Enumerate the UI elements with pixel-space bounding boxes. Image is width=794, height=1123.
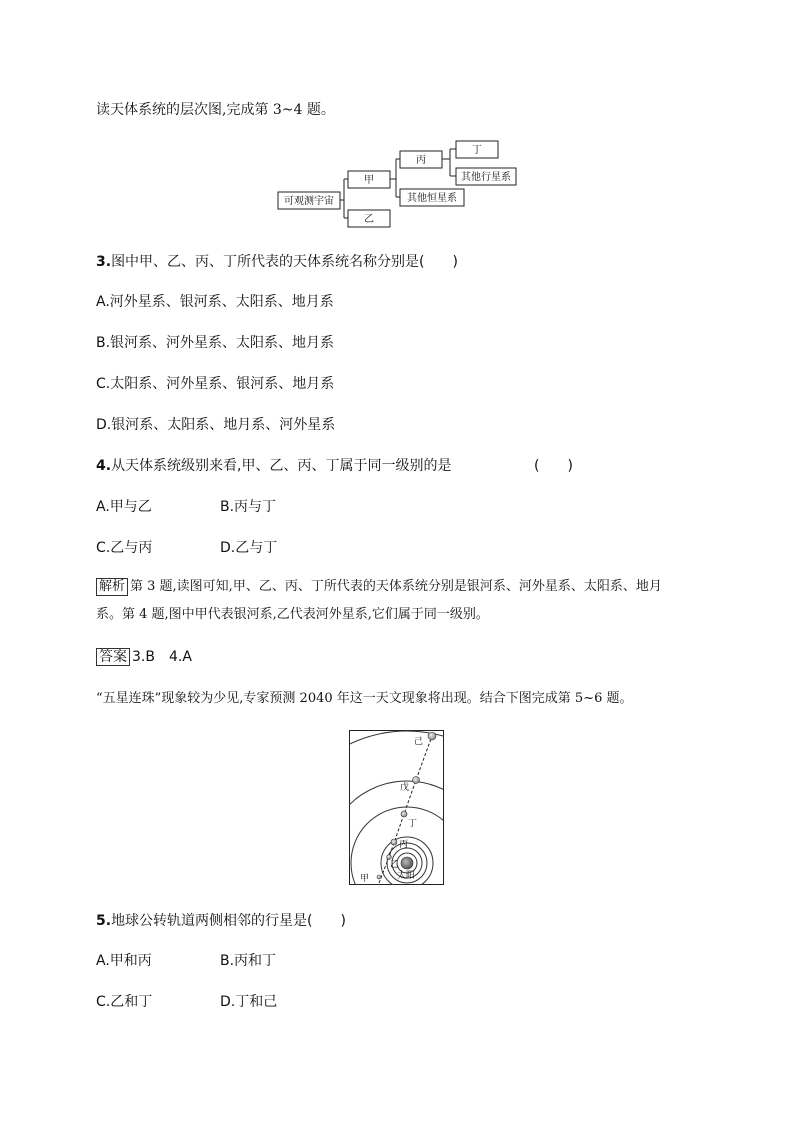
label-jia: 甲 (360, 874, 370, 884)
planet-yi (387, 855, 392, 860)
label-ding: 丁 (408, 819, 418, 829)
question-3-option-d: D.银河系、太阳系、地月系、河外星系 (96, 417, 336, 433)
label-ji: 己 (414, 737, 424, 747)
question-4-number: 4. (96, 458, 112, 474)
node-root-label: 可观测宇宙 (284, 196, 334, 207)
planet-ding (401, 811, 407, 817)
question-3 (96, 253, 458, 271)
question-5 (96, 912, 346, 930)
analysis-text-1: 第 3 题,读图可知,甲、乙、丙、丁所代表的天体系统分别是银河系、河外星系、太阳系、地月 (130, 579, 662, 594)
label-sun: 太阳 (397, 871, 416, 881)
label-wu: 戊 (400, 783, 410, 793)
analysis-tag: 解析 (96, 578, 128, 596)
node-yi-label: 乙 (364, 214, 374, 225)
planet-wu (413, 777, 420, 784)
question-5-text: 地球公转轨道两侧相邻的行星是( ) (111, 913, 346, 929)
node-other-planets-label: 其他行星系 (461, 172, 511, 183)
question-5-option-b: B.丙和丁 (220, 953, 277, 969)
question-5-option-d: D.丁和己 (220, 994, 278, 1010)
analysis-line-2: 系。第 4 题,图中甲代表银河系,乙代表河外星系,它们属于同一级别。 (96, 607, 489, 622)
question-5-number: 5. (96, 913, 112, 929)
intro-text-1: 读天体系统的层次图,完成第 3~4 题。 (96, 102, 335, 118)
node-bing-label: 丙 (416, 155, 426, 166)
analysis-line-1 (96, 578, 662, 596)
orbit-diagram (349, 730, 445, 886)
question-5-option-a: A.甲和丙 (96, 953, 152, 969)
question-3-option-a: A.河外星系、银河系、太阳系、地月系 (96, 294, 334, 310)
sun (401, 857, 413, 869)
question-4-paren: ( ) (534, 458, 573, 474)
question-3-number: 3. (96, 254, 112, 270)
question-4-option-b: B.丙与丁 (220, 499, 277, 515)
question-3-option-b: B.银河系、河外星系、太阳系、地月系 (96, 335, 335, 351)
intro-text-2: “五星连珠”现象较为少见,专家预测 2040 年这一天文现象将出现。结合下图完成第 5~6 题。 (96, 691, 633, 706)
question-3-option-c: C.太阳系、河外星系、银河系、地月系 (96, 376, 335, 392)
planet-bing (391, 839, 397, 845)
answer-line (96, 648, 192, 666)
answer-text: 3.B 4.A (132, 649, 192, 665)
hierarchy-diagram (270, 135, 530, 235)
label-yi: 乙 (390, 860, 400, 870)
question-4 (96, 457, 452, 475)
node-other-stars-label: 其他恒星系 (407, 193, 457, 204)
node-jia-label: 甲 (364, 175, 374, 186)
question-3-text: 图中甲、乙、丙、丁所代表的天体系统名称分别是( ) (111, 254, 458, 270)
question-4-option-a: A.甲与乙 (96, 499, 152, 515)
question-4-option-d: D.乙与丁 (220, 540, 278, 556)
question-4-option-c: C.乙与丙 (96, 540, 153, 556)
planet-ji (428, 732, 436, 740)
question-5-option-c: C.乙和丁 (96, 994, 153, 1010)
node-ding-label: 丁 (472, 145, 482, 156)
label-bing: 丙 (399, 840, 409, 850)
planet-jia (377, 875, 381, 879)
question-4-text: 从天体系统级别来看,甲、乙、丙、丁属于同一级别的是 (111, 458, 452, 474)
answer-tag: 答案 (96, 648, 130, 666)
